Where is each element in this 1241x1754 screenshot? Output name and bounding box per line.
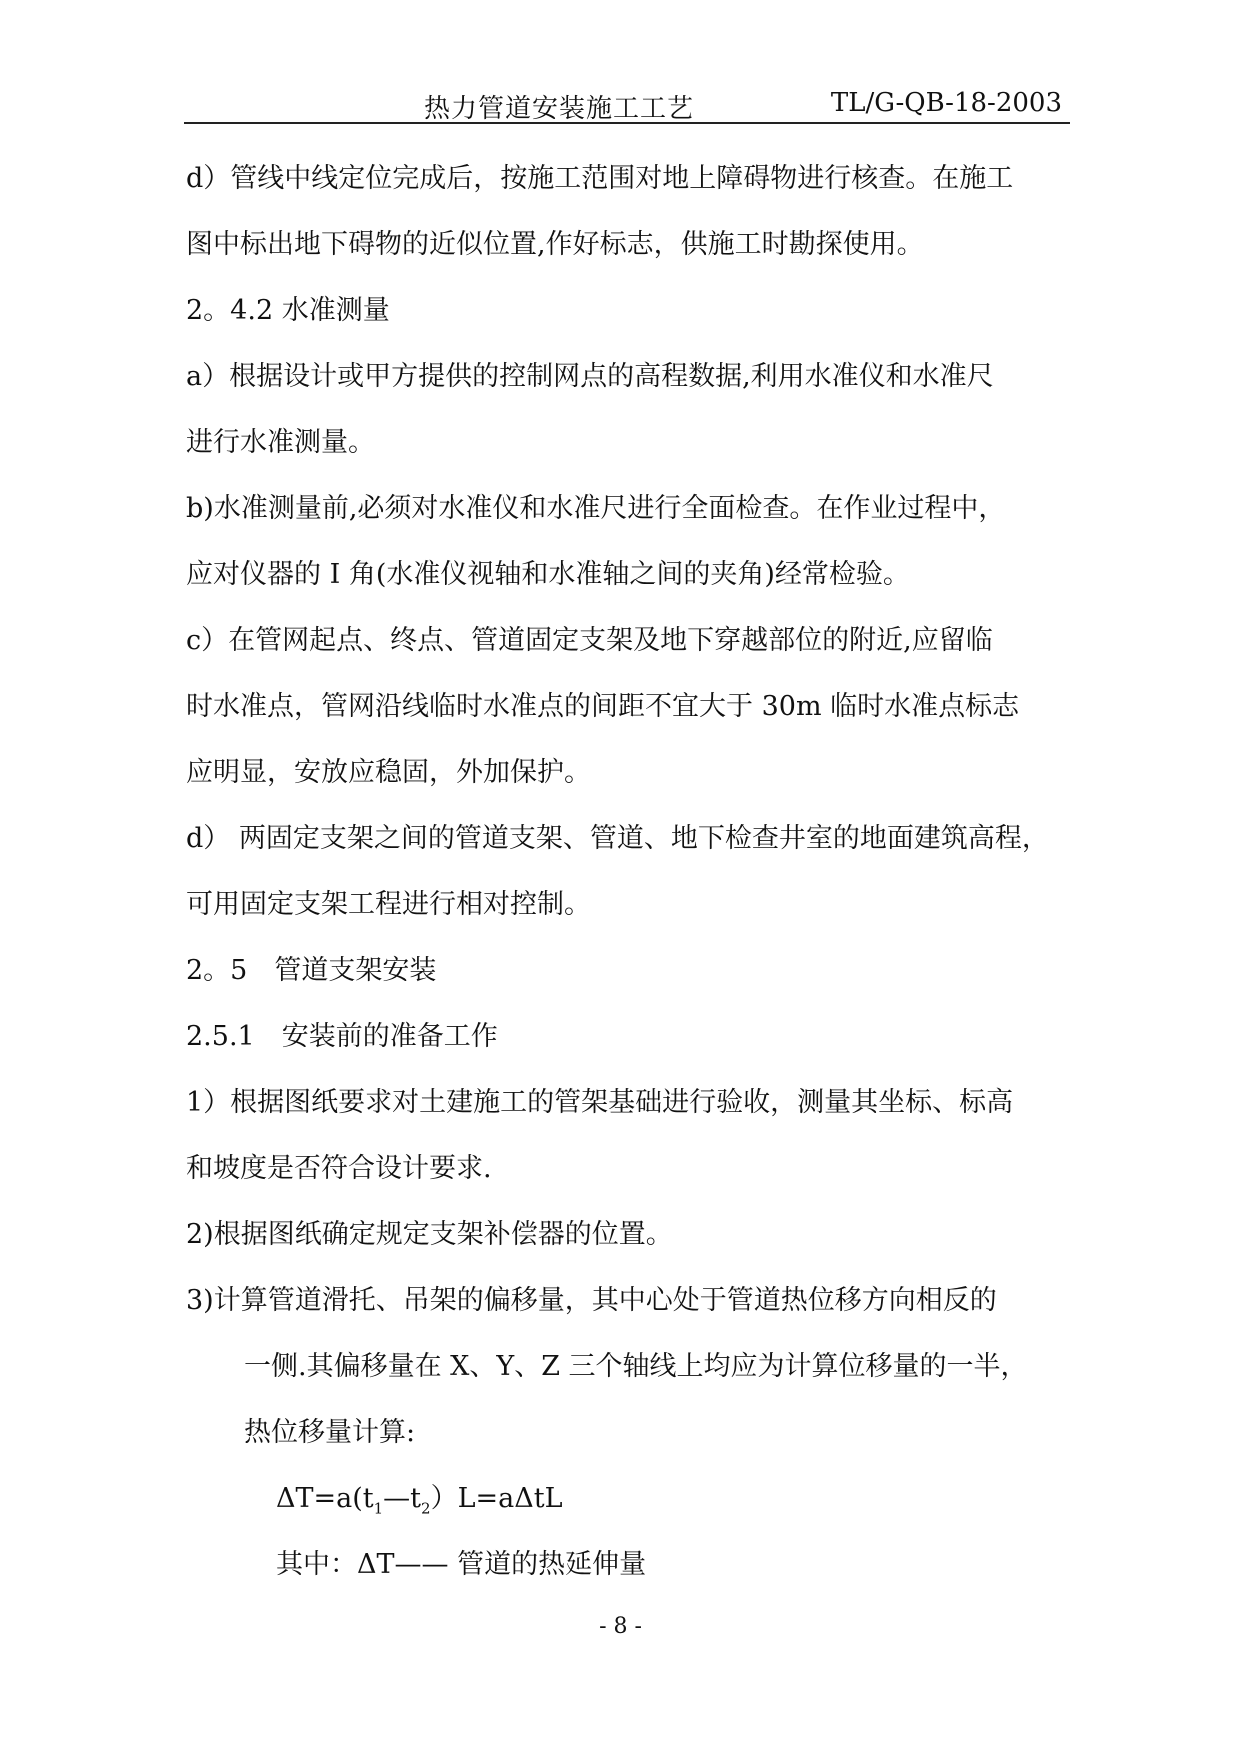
header-title: 热力管道安装施工工艺: [424, 94, 695, 124]
subsection-heading: 2.5.1 安装前的准备工作: [186, 1021, 498, 1052]
paragraph-line: 图中标出地下碍物的近似位置,作好标志，供施工时勘探使用。: [186, 229, 924, 260]
paragraph-line: 一侧.其偏移量在 X、Y、Z 三个轴线上均应为计算位移量的一半，: [244, 1351, 1028, 1382]
page-header: [184, 84, 1070, 124]
section-heading: 2。5 管道支架安装: [186, 955, 437, 986]
paragraph-line: 和坡度是否符合设计要求.: [186, 1153, 492, 1184]
page-number: - 8 -: [599, 1614, 642, 1639]
paragraph-line: b)水准测量前,必须对水准仪和水准尺进行全面检查。在作业过程中，: [186, 493, 1006, 524]
paragraph-line: 2)根据图纸确定规定支架补偿器的位置。: [186, 1219, 673, 1250]
document-code: TL/G-QB-18-2003: [830, 88, 1062, 118]
paragraph-line: a）根据设计或甲方提供的控制网点的高程数据,利用水准仪和水准尺: [186, 361, 994, 392]
paragraph-line: 可用固定支架工程进行相对控制。: [186, 889, 591, 920]
paragraph-line: 进行水准测量。: [186, 427, 375, 458]
paragraph-line: d）管线中线定位完成后，按施工范围对地上障碍物进行核查。在施工: [186, 163, 1014, 194]
paragraph-line: 3)计算管道滑托、吊架的偏移量，其中心处于管道热位移方向相反的: [186, 1285, 997, 1316]
paragraph-line: 时水准点，管网沿线临时水准点的间距不宜大于 30m 临时水准点标志: [186, 691, 1020, 722]
formula-subscript: 2: [421, 1499, 431, 1518]
paragraph-line: 热位移量计算:: [244, 1417, 416, 1448]
paragraph-line: c）在管网起点、终点、管道固定支架及地下穿越部位的附近,应留临: [186, 625, 993, 656]
paragraph-line: 应对仪器的 I 角(水准仪视轴和水准轴之间的夹角)经常检验。: [186, 559, 910, 590]
section-heading: 2。4.2 水准测量: [186, 295, 390, 326]
paragraph-line: d） 两固定支架之间的管道支架、管道、地下检查井室的地面建筑高程，: [186, 823, 1049, 854]
document-body: [186, 146, 1068, 1598]
formula-part: ΔT=a(t: [276, 1483, 374, 1514]
paragraph-line: 应明显，安放应稳固，外加保护。: [186, 757, 591, 788]
formula-subscript: 1: [373, 1499, 384, 1518]
formula-part: —t: [383, 1483, 422, 1514]
formula-part: ）L=aΔtL: [430, 1483, 563, 1514]
formula-line: [186, 1466, 1068, 1532]
paragraph-line: 1）根据图纸要求对土建施工的管架基础进行验收，测量其坐标、标高: [186, 1087, 1014, 1118]
definition-line: 其中：ΔT—— 管道的热延伸量: [276, 1549, 647, 1580]
